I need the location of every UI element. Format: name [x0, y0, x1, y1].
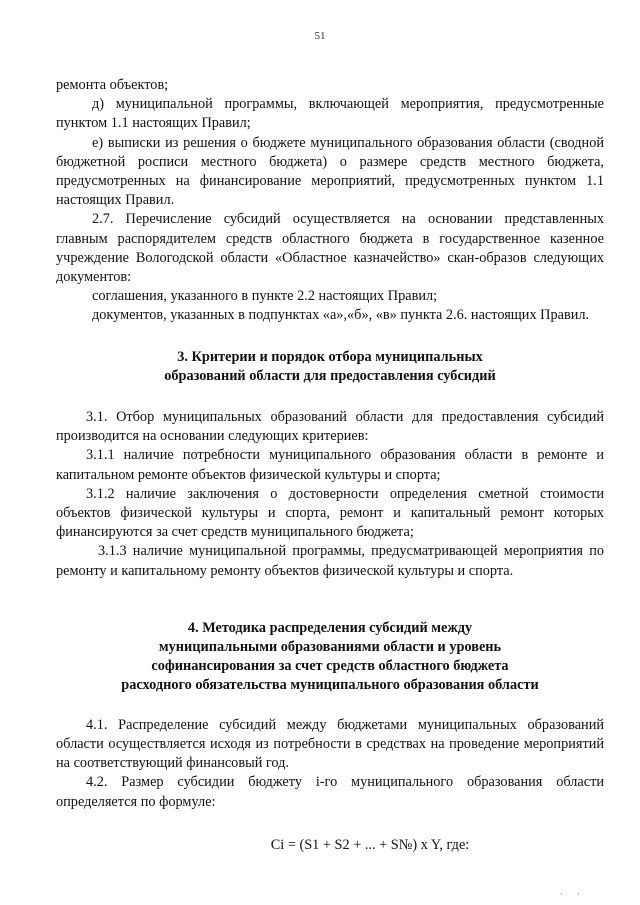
document-body	[56, 76, 604, 855]
paragraph: 3.1.1 наличие потребности муниципального образования области в ремонте и капитальном ремонте объектов физической культуры и спорта;	[56, 447, 604, 483]
paragraph: соглашения, указанного в пункте 2.2 настоящих Правил;	[92, 288, 438, 305]
heading-line: образований области для предоставления субсидий	[164, 367, 496, 384]
paragraph: 2.7. Перечисление субсидий осуществляется на основании представленных главным распорядителем средств областного бюджета в государственное казенное учреждение Вологодской области «Областное казначейство» скан-образов следующих документов:	[56, 211, 604, 286]
section-4-heading	[56, 619, 604, 696]
heading-line: софинансирования за счет средств областного бюджета	[151, 658, 509, 675]
heading-line: муниципальными образованиями области и уровень	[158, 639, 502, 656]
section-3-heading	[56, 348, 604, 386]
paragraph: 4.1. Распределение субсидий между бюджетами муниципальных образований области осуществляется исходя из потребности в средствах на проведение мероприятий на соответствующий финансовый год.	[56, 716, 604, 772]
paragraph: ремонта объектов;	[56, 77, 169, 93]
page-number: 51	[314, 30, 326, 42]
corner-mark: · ·	[559, 889, 586, 899]
formula: Ci = (S1 + S2 + ... + S№) x Y, где:	[270, 836, 470, 853]
paragraph: документов, указанных в подпунктах «а»,«б», «в» пункта 2.6. настоящих Правил.	[92, 307, 590, 324]
paragraph: 3.1.3 наличие муниципальной программы, предусматривающей мероприятия по ремонту и капитальному ремонту объектов физической культуры и спорта.	[56, 543, 604, 579]
heading-line: расходного обязательства муниципального образования области	[121, 677, 539, 694]
paragraph: 3.1.2 наличие заключения о достоверности определения сметной стоимости объектов физической культуры и спорта, ремонт и капитальный ремонт которых финансируются за счет средств муниципального бюджета;	[56, 485, 604, 541]
paragraph: 4.2. Размер субсидии бюджету i-го муниципального образования области определяется по формуле:	[56, 774, 604, 810]
paragraph: д) муниципальной программы, включающей мероприятия, предусмотренные пунктом 1.1 настоящих Правил;	[56, 96, 604, 132]
heading-line: 3. Критерии и порядок отбора муниципальных	[177, 348, 483, 365]
paragraph: 3.1. Отбор муниципальных образований области для предоставления субсидий производится на основании следующих критериев:	[56, 409, 604, 445]
paragraph: е) выписки из решения о бюджете муниципального образования области (сводной бюджетной росписи местного бюджета) о размере средств местного бюджета, предусмотренных на финансирование мероприятий, предусмотренных пунктом 1.1 настоящих Правил.	[56, 134, 604, 209]
heading-line: 4. Методика распределения субсидий между	[187, 619, 473, 636]
